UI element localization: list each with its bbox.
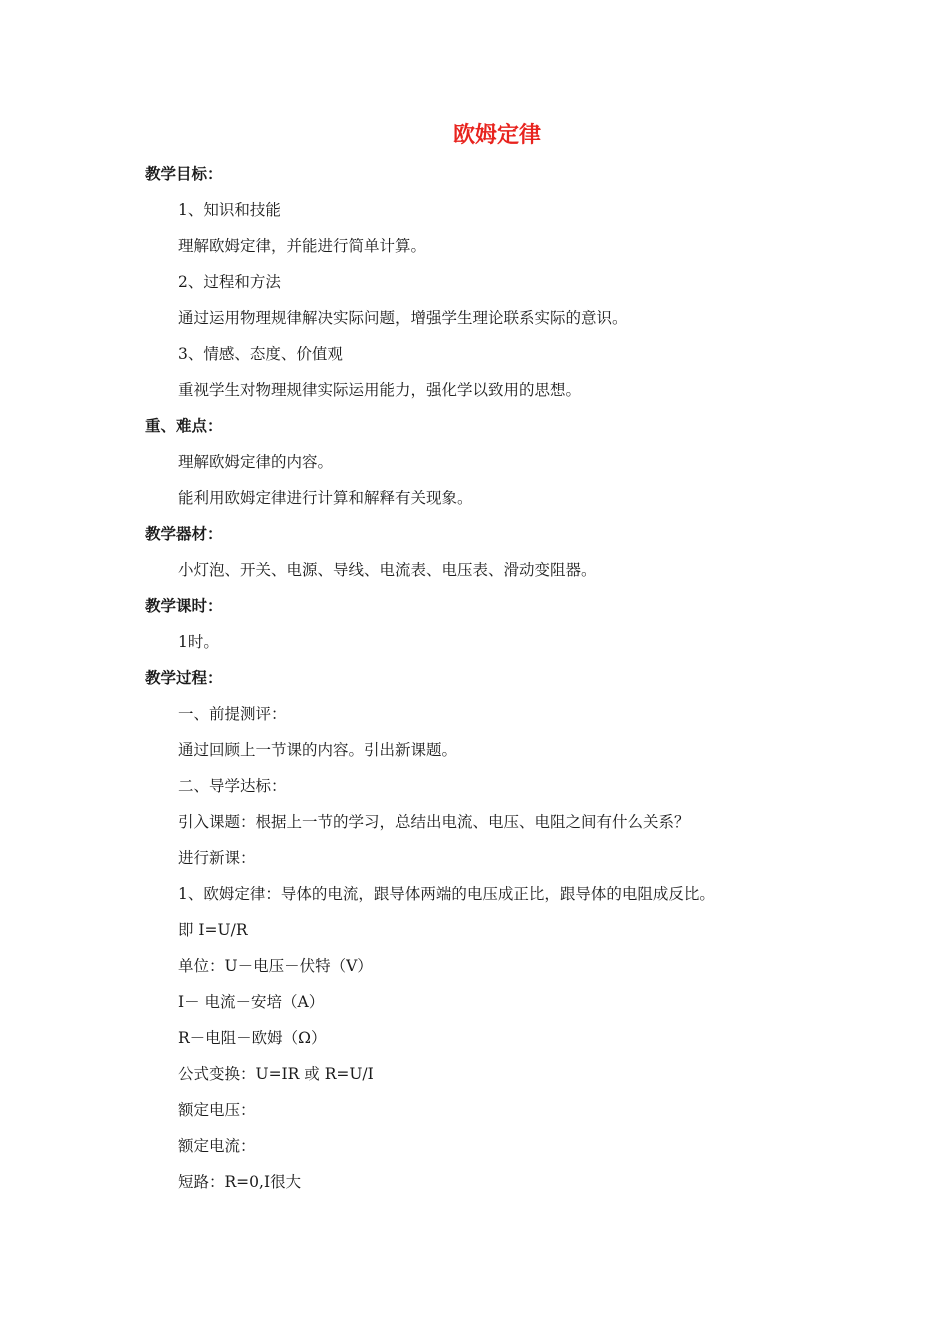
paragraph-line: 理解欧姆定律，并能进行简单计算。 <box>178 237 427 255</box>
section-heading: 教学器材： <box>145 525 223 543</box>
paragraph-line: 3、情感、态度、价值观 <box>178 345 343 363</box>
paragraph-line: 额定电压： <box>178 1101 256 1119</box>
paragraph-line: 公式变换：U=IR 或 R=U/I <box>178 1065 374 1083</box>
paragraph-line: 2、过程和方法 <box>178 273 281 291</box>
paragraph-line: 通过运用物理规律解决实际问题，增强学生理论联系实际的意识。 <box>178 309 628 327</box>
document-title: 欧姆定律 <box>452 123 541 148</box>
paragraph-line: 能利用欧姆定律进行计算和解释有关现象。 <box>178 489 473 507</box>
paragraph-line: 单位：U－电压－伏特（V） <box>178 957 373 975</box>
paragraph-line: 1、知识和技能 <box>178 201 281 219</box>
section-heading: 教学目标： <box>145 165 223 183</box>
section-heading: 教学过程： <box>145 669 223 687</box>
paragraph-line: 额定电流： <box>178 1137 256 1155</box>
paragraph-line: 引入课题：根据上一节的学习，总结出电流、电压、电阻之间有什么关系？ <box>178 813 690 831</box>
paragraph-line: I－ 电流－安培（A） <box>178 993 325 1011</box>
section-heading: 重、难点： <box>145 417 223 435</box>
paragraph-line: 一、前提测评： <box>178 705 287 723</box>
paragraph-line: 1时。 <box>178 633 219 651</box>
paragraph-line: 进行新课： <box>178 849 256 867</box>
section-heading: 教学课时： <box>145 597 223 615</box>
paragraph-line: R－电阻－欧姆（Ω） <box>178 1029 327 1047</box>
paragraph-line: 1、欧姆定律：导体的电流，跟导体两端的电压成正比，跟导体的电阻成反比。 <box>178 885 715 903</box>
paragraph-line: 二、导学达标： <box>178 777 287 795</box>
paragraph-line: 重视学生对物理规律实际运用能力，强化学以致用的思想。 <box>178 381 582 399</box>
paragraph-line: 理解欧姆定律的内容。 <box>178 453 334 471</box>
paragraph-line: 短路：R=0,I很大 <box>178 1173 302 1191</box>
paragraph-line: 通过回顾上一节课的内容。引出新课题。 <box>178 741 458 759</box>
paragraph-line: 即 I=U/R <box>178 921 248 939</box>
paragraph-line: 小灯泡、开关、电源、导线、电流表、电压表、滑动变阻器。 <box>178 561 597 579</box>
